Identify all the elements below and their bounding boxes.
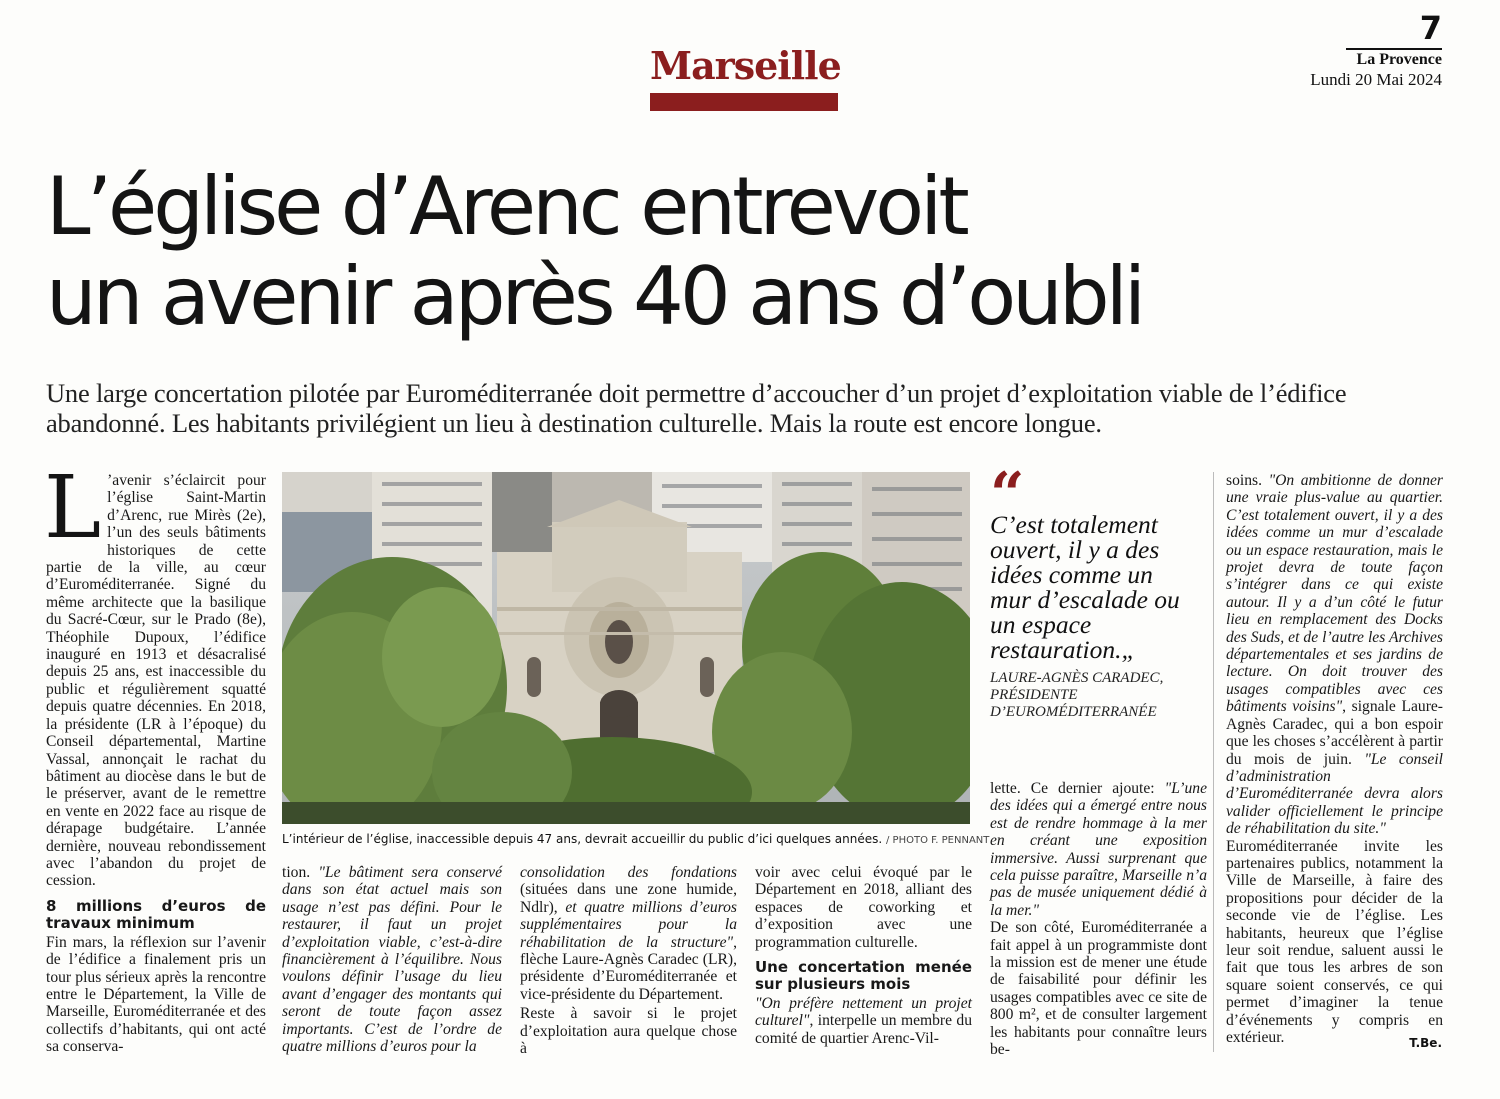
church-photo (282, 472, 970, 824)
col2-plain: tion. (282, 864, 319, 881)
drop-cap: L (44, 458, 102, 558)
headline-line-1: L’église d’Arenc entrevoit (46, 160, 966, 253)
caption-text: L’intérieur de l’église, inaccessible depuis 47 ans, devrait accueillir du public d’ici quelques années. (282, 832, 883, 846)
photo-credit: / PHOTO F. PENNANT (886, 835, 990, 846)
pull-quote: C’est totalement ouvert, il y a des idées comme un mur d’escalade ou un espace restauration.„ (990, 510, 1180, 664)
col3-plain-1: (situées dans une zone humide, Ndlr), (520, 881, 737, 916)
col3-plain-2: , flèche Laure-Agnès Caradec (LR), présidente d’Euroméditerranée et vice-présidente du Département. (520, 933, 737, 1003)
article-column-1 (44, 458, 266, 1056)
section-bar (650, 93, 838, 111)
col4-after: , interpelle un membre du comité de quartier Arenc-Vil- (755, 1012, 972, 1047)
col5-quote: "L’une des idées qui a émergé entre nous est de rendre hommage à la mer en créant une exposition immersive. Aussi surprenant que cela puisse paraître, Marseille n’a pas de musée uniquement dédié à la mer." (990, 780, 1207, 919)
column-rule (1213, 472, 1214, 1052)
col2-quote: "Le bâtiment sera conservé dans son état actuel mais son usage n’est pas défini. Pour le restaurer, il faut un projet d’exploitation viable, c’est-à-dire financièrement à l’équilibre. Nous voulons définir l’usage du lieu avant d’engager des montants qui seront de toute façon assez importants. C’est de l’ordre de quatre millions d’euros pour la (282, 864, 502, 1056)
col5-paragraph-2: De son côté, Euroméditerranée a fait appel à un programmiste dont la mission est de mener une étude de faisabilité pour définir les usages compatibles avec ce site de 800 m², et de consulter largement les habitants pour connaître leurs be- (990, 919, 1207, 1059)
col3-italic-2: et quatre millions d’euros supplémentaires pour la réhabilitation de la structure" (520, 898, 737, 951)
article-column-3 (520, 864, 737, 1057)
article-column-5 (990, 780, 1207, 1059)
article-column-6 (1226, 472, 1443, 1046)
newspaper-name: La Provence (1356, 51, 1442, 68)
col6-quote-2: "Le conseil d’administration d’Euroméditerranée devra alors valider officiellement le principe de réhabilitation du site." (1226, 750, 1444, 838)
col6-plain-2: , signale Laure-Agnès Caradec, qui a bon espoir que les choses s’accélèrent à partir du mois de juin. (1226, 698, 1444, 768)
page-number: 7 (1419, 9, 1442, 47)
section-title: Marseille (650, 43, 841, 88)
col6-quote-1: "On ambitionne de donner une vraie plus-value au quartier. C’est totalement ouvert, il y a des idées comme un mur d’escalade ou un espace restauration, mais le projet devra de toute façon s’intégrer dans ce qui existe autour. Il y a d’un côté le futur lieu en remplacement des Docks des Suds, et de l’autre les Archives départementales et ses jardins de lecture. On doit trouver des usages compatibles avec ces bâtiments voisins" (1226, 472, 1443, 716)
col4-quote: "On préfère nettement un projet culturel" (755, 995, 972, 1030)
col6-plain-1: soins. (1226, 472, 1269, 489)
col4-text: voir avec celui évoqué par le Département en 2018, alliant des espaces de coworking et d’exposition avec une programmation culturelle. (755, 864, 972, 951)
col6-paragraph-2: Euroméditerranée invite les partenaires publics, notamment la Ville de Marseille, à faire des propositions pour décider de la seconde vie de l’église. Les habitants, heureux que l’église leur soit rendue, saluent aussi le fait que tous les arbres de son square soient conservés, ce qui permet d’imaginer la tenue d’événements y compris en extérieur. (1226, 837, 1443, 1046)
subheading-consultation: Une concertation menée sur plusieurs mois (755, 958, 972, 994)
headline (46, 162, 1466, 342)
page-rule (1346, 48, 1442, 50)
quote-attribution: LAURE-AGNÈS CARADEC, PRÉSIDENTE D’EUROMÉDITERRANÉE (990, 670, 1164, 720)
col5-plain: lette. Ce dernier ajoute: (990, 780, 1165, 797)
standfirst: Une large concertation pilotée par Euroméditerranée doit permettre d’accoucher d’un projet d’exploitation viable de l’édifice abandonné. Les habitants privilégient un lieu à destination culturelle. Mais la route est encore longue. (46, 378, 1347, 438)
col3-paragraph-2: Reste à savoir si le projet d’exploitation aura quelque chose à (520, 1005, 737, 1058)
subheading-works: 8 millions d’euros de travaux minimum (46, 896, 266, 932)
col3-italic-1: consolidation des fondations (520, 864, 737, 881)
quote-mark-icon: “ (990, 460, 1025, 530)
headline-line-2: un avenir après 40 ans d’oubli (46, 250, 1143, 343)
photo-caption (282, 831, 990, 849)
article-column-4 (755, 864, 972, 1047)
column-1-continued: Fin mars, la réflexion sur l’avenir de l’édifice a finalement pris un tour plus sérieux après la rencontre entre le Département, la Ville de Marseille, Euroméditerranée et des collectifs d’habitants, qui ont acté sa conserva- (46, 933, 266, 1056)
publication-date: Lundi 20 Mai 2024 (1310, 70, 1442, 89)
intro-text: ’avenir s’éclaircit pour l’église Saint-Martin d’Arenc, rue Mirès (2e), l’un des seuls bâtiments historiques de cette partie de la ville, au cœur d’Euroméditerranée. Signé du même architecte que la basilique du Sacré-Cœur, sur le Prado (8e), Théophile Dupoux, l’édifice inauguré en 1913 et désacralisé depuis 25 ans, est inaccessible du public et régulièrement squatté depuis quatre décennies. En 2018, la présidente (LR à l’époque) du Conseil départemental, Martine Vassal, annonçait le rachat du bâtiment au diocèse dans le but de le préserver, avant de le remettre en vente en 2022 face au risque de dérapage budgétaire. L’année dernière, nouveau rebondissement avec l’abandon du projet de cession. (46, 472, 266, 890)
article-column-2 (282, 864, 502, 1055)
church-illustration (282, 472, 970, 824)
author-signature: T.Be. (1409, 1036, 1442, 1050)
